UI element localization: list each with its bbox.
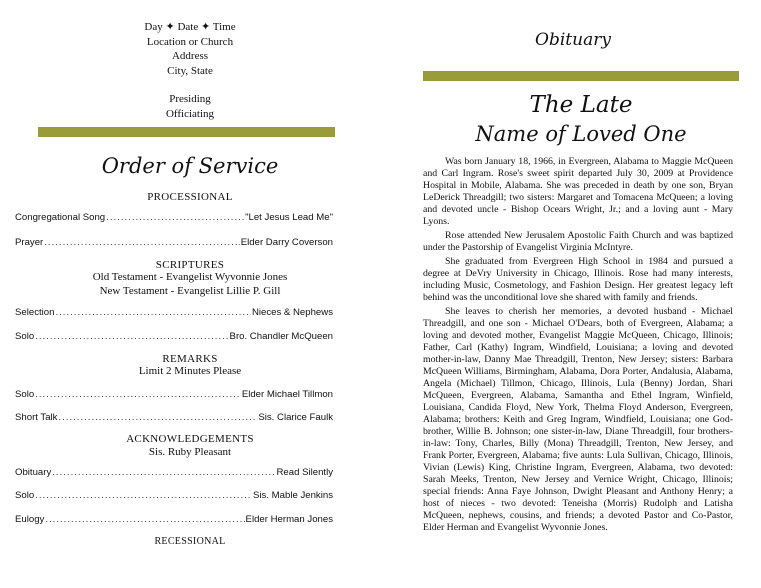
officiating: Officiating [165, 107, 215, 120]
obituary-paragraph-birth: Was born January 18, 1966, in Evergreen, Alabama to Maggie McQueen and Carl Ingram. Rose's sweet spirit departed July 30, 2009 at Providence Hospital in Mobile, Alabama. She was preceded in death by one son, Bryan LeDerick Threadgill; two sisters: Margaret and Tomacena McQueen; a loving and devoted uncle - Bishop Ocears Wright, Jr.; and a loving aunt - Mary Lyons. [423, 156, 733, 227]
program-line-solo-2: Solo ..... Elder Michael Tillmon [15, 389, 333, 400]
accent-bar-right [423, 71, 739, 81]
order-of-service-title: Order of Service [101, 154, 279, 178]
loved-one-name: Name of Loved One [475, 122, 687, 146]
city-state: City, State [167, 64, 213, 77]
acknowledgements-reader: Sis. Ruby Pleasant [148, 446, 232, 458]
accent-bar-left [38, 127, 335, 137]
program-line-solo-1: Solo ..... Bro. Chandler McQueen [15, 331, 333, 342]
processional-heading: PROCESSIONAL [147, 191, 233, 203]
day-date-time: Day ✦ Date ✦ Time [144, 21, 236, 33]
obituary-page [383, 0, 761, 588]
program-line-obituary: Obituary ..... Read Silently [15, 467, 333, 478]
program-line-prayer: Prayer ..... Elder Darry Coverson [15, 237, 333, 248]
service-header [40, 20, 340, 121]
recessional-heading: RECESSIONAL [154, 536, 226, 547]
new-testament-reader: New Testament - Evangelist Lillie P. Gill [99, 284, 281, 297]
remarks-heading: REMARKS [162, 353, 218, 365]
address: Address [171, 50, 209, 62]
program-page [0, 0, 378, 588]
acknowledgements-heading: ACKNOWLEDGEMENTS [126, 433, 254, 445]
program-line-solo-3: Solo ..... Sis. Mable Jenkins [15, 490, 333, 501]
old-testament-reader: Old Testament - Evangelist Wyvonnie Jones [92, 271, 288, 283]
obituary-title: Obituary [535, 30, 611, 50]
presiding: Presiding [169, 93, 211, 105]
obituary-paragraph-survivors: She leaves to cherish her memories, a devoted husband - Michael Threadgill, and one son - Michael O'Dears, both of Evergreen, Alabama; a loving and devoted mother, Evangelist Maggie McQueen, Chicago, Illinois; Father, Carl (Kathy) Ingram, Windfield, Louisiana; a loving and devoted mother-in-law, Danny Mae Threadgill, Trenton, New Jersey; sisters: Barbara McQueen Williams, Birmingham, Alabama, Dora Porter, Andalusia, Alabama, Angela (Michael) Tillmon, Chicago, Illinois, Lula (Benny) Jordan, Shari McQueen, Evergreen, Alabama, Samantha and Ethel Ingram, Winfield, Louisiana, Candida Floyd, New York, Thelma Floyd Anderson, Evergreen, Alabama; brothers: Keith and Greg Ingram, Windfield, Louisiana; one God-brother, Willie B. Johnson; one sister-in-law, Diane Threadgill, four brothers-in-law: Tony, Charles, Billy (Mona) Threadgill, Trenton, New Jersey, and Frank Porter, Evergreen, Alabama; five aunts: Lula Sullivan, Chicago, Illinois, Vivian (Lewis) King, Christine Ingram, Evergreen, Alabama, two devoted: Sarah Meeks, Trenton, New Jersey and Vernice Wright, Chicago, Illinois; special friends: Anna Faye Johnson, Dwight Pleasant and Anthony Henry; a host of nieces - two devoted: Teneisha (Morris) Rudolph and Latisha McQueen, nephews, cousins, and friends; a devoted Pastor and Co-Pastor, Elder Herman and Evangelist Wyvonnie Jones. [423, 306, 733, 533]
obituary-paragraph-education: She graduated from Evergreen High School in 1984 and pursued a degree at DeVry University in Chicago, Illinois. Rose had many interests, including Music, Cosmetology, and Fashion Design. Her greatest legacy left behind was the unconditional love she shared with family and friends. [423, 256, 733, 303]
obituary-text [423, 156, 733, 536]
remarks-note: Limit 2 Minutes Please [138, 365, 242, 377]
location: Location or Church [146, 35, 234, 48]
scriptures-heading: SCRIPTURES [155, 259, 225, 271]
the-late-label: The Late [529, 92, 633, 118]
program-line-eulogy: Eulogy ..... Elder Herman Jones [15, 514, 333, 525]
program-line-congregational-song: Congregational Song ..... "Let Jesus Lead Me" [15, 212, 333, 223]
scriptures-readers [40, 271, 340, 298]
obituary-paragraph-church: Rose attended New Jerusalem Apostolic Faith Church and was baptized under the Pastorship of Evangelist Virginia McIntyre. [423, 230, 733, 253]
program-line-short-talk: Short Talk ..... Sis. Clarice Faulk [15, 412, 333, 423]
program-line-selection: Selection ..... Nieces & Nephews [15, 307, 333, 318]
